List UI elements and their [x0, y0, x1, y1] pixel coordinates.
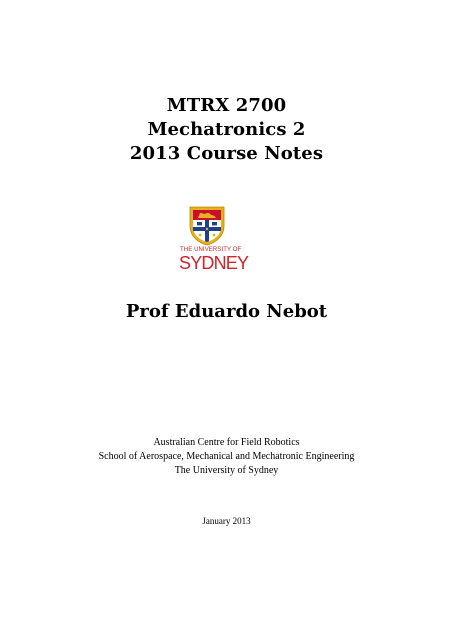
university-crest-icon	[189, 206, 225, 246]
logo-university-of-text: THE UNIVERSITY OF	[180, 247, 242, 253]
affiliation-school: School of Aerospace, Mechanical and Mechatronic Engineering	[98, 451, 355, 462]
course-notes-year: 2013 Course Notes	[129, 143, 324, 164]
affiliation-centre: Australian Centre for Field Robotics	[153, 437, 300, 448]
course-code: MTRX 2700	[166, 95, 287, 116]
affiliation-university: The University of Sydney	[174, 465, 279, 476]
course-name: Mechatronics 2	[147, 119, 306, 140]
logo-sydney-text: SYDNEY	[179, 253, 249, 273]
author-name: Prof Eduardo Nebot	[125, 301, 328, 322]
document-title	[0, 94, 453, 166]
affiliation	[0, 436, 453, 478]
publication-date: January 2013	[202, 516, 251, 526]
university-logo	[180, 206, 256, 272]
